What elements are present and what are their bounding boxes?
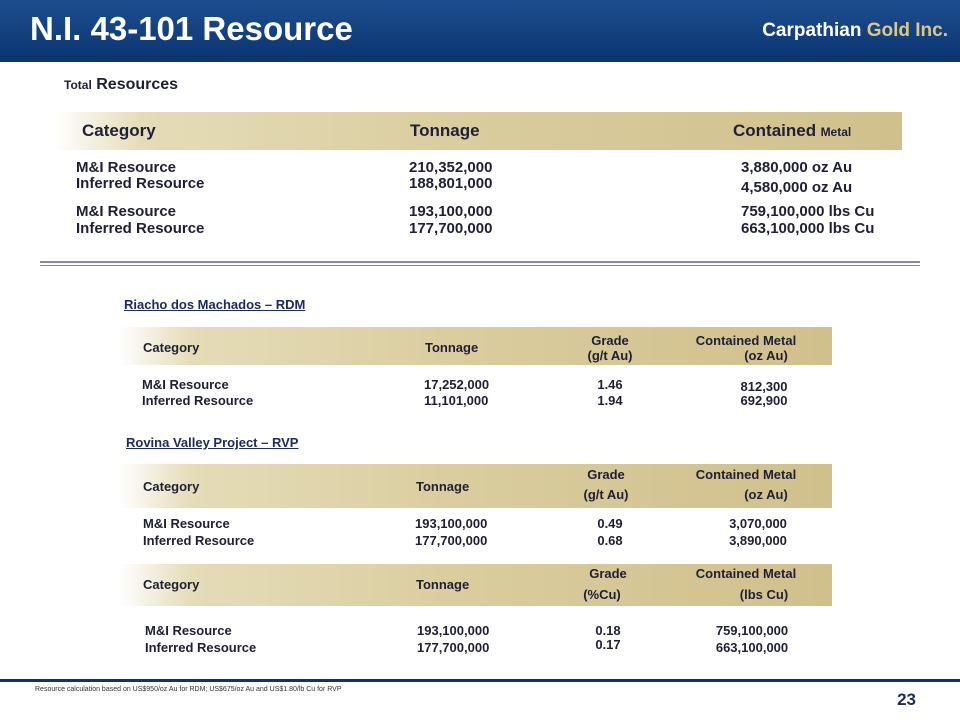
total-row-1-tonnage: 210,352,000 <box>409 159 493 176</box>
rvp-gold-row-2-tonnage: 177,700,000 <box>415 533 488 548</box>
rvp-copper-row-2-category: Inferred Resource <box>145 640 257 655</box>
total-row-1-category: M&I Resource <box>76 159 177 176</box>
rvp-copper-row-1-grade: 0.18 <box>595 623 621 638</box>
rdm-col-tonnage: Tonnage <box>425 340 479 355</box>
rvp-gold-col-tonnage: Tonnage <box>416 479 470 494</box>
total-row-4-category: Inferred Resource <box>76 220 205 237</box>
rdm-row-1-metal: 812,300 <box>740 379 788 394</box>
rvp-gold-col-grade-unit: (g/t Au) <box>583 487 629 502</box>
rvp-copper-col-metal: Contained Metal <box>695 566 797 581</box>
rdm-col-metal: Contained Metal <box>695 333 797 348</box>
rvp-copper-row-2-metal: 663,100,000 <box>715 640 789 655</box>
rdm-col-grade-unit: (g/t Au) <box>587 348 633 363</box>
footer-line <box>0 679 960 682</box>
company-brand <box>762 20 948 42</box>
rvp-gold-row-1-category: M&I Resource <box>143 516 230 531</box>
rvp-copper-row-2-grade: 0.17 <box>595 637 621 652</box>
rvp-gold-row-1-grade: 0.49 <box>597 516 623 531</box>
rvp-copper-col-grade: Grade <box>589 566 627 581</box>
rvp-gold-row-2-metal: 3,890,000 <box>729 533 787 548</box>
rvp-copper-row-1-category: M&I Resource <box>145 623 232 638</box>
rdm-col-grade: Grade <box>591 333 629 348</box>
total-row-2-tonnage: 188,801,000 <box>409 175 493 192</box>
rvp-gold-row-2-category: Inferred Resource <box>143 533 255 548</box>
total-col-tonnage: Tonnage <box>410 121 480 140</box>
total-heading <box>64 76 178 94</box>
total-row-4-tonnage: 177,700,000 <box>409 220 493 237</box>
total-heading-prefix: Total <box>64 78 92 92</box>
slide-title: N.I. 43-101 Resource <box>30 10 353 47</box>
rvp-gold-row-1-metal: 3,070,000 <box>729 516 787 531</box>
total-row-2-metal: 4,580,000 oz Au <box>741 179 853 196</box>
rdm-row-1-category: M&I Resource <box>142 377 229 392</box>
rdm-row-1-grade: 1.46 <box>597 377 623 392</box>
rdm-row-1-tonnage: 17,252,000 <box>424 377 490 392</box>
rvp-gold-col-category: Category <box>143 479 200 494</box>
total-row-4-metal: 663,100,000 lbs Cu <box>741 220 875 237</box>
page-number: 23 <box>897 690 916 709</box>
rvp-gold-row-2-grade: 0.68 <box>597 533 623 548</box>
rvp-copper-row-1-metal: 759,100,000 <box>715 623 789 638</box>
total-row-2-category: Inferred Resource <box>76 175 205 192</box>
rdm-col-metal-unit: (oz Au) <box>744 348 788 363</box>
footnote: Resource calculation based on US$950/oz Au for RDM; US$675/oz Au and US$1.80/lb Cu for RVP <box>35 686 342 693</box>
rvp-copper-col-tonnage: Tonnage <box>416 577 470 592</box>
total-row-1-metal: 3,880,000 oz Au <box>741 159 853 176</box>
rvp-gold-col-grade: Grade <box>587 467 625 482</box>
rvp-gold-row-1-tonnage: 193,100,000 <box>415 516 488 531</box>
rvp-gold-col-metal-unit: (oz Au) <box>744 487 788 502</box>
rvp-copper-col-metal-unit: (lbs Cu) <box>739 587 789 602</box>
rvp-copper-row-1-tonnage: 193,100,000 <box>417 623 490 638</box>
total-col-metal-suffix: Metal <box>820 125 852 139</box>
section-divider-bottom <box>40 265 920 266</box>
brand-primary: Carpathian <box>762 20 862 41</box>
rvp-copper-col-category: Category <box>143 577 200 592</box>
rvp-copper-col-grade-unit: (%Cu) <box>583 587 621 602</box>
total-col-metal <box>733 121 851 141</box>
rdm-row-2-metal: 692,900 <box>740 393 788 408</box>
rvp-gold-col-metal: Contained Metal <box>695 467 797 482</box>
rdm-row-2-category: Inferred Resource <box>142 393 254 408</box>
section-divider-top <box>40 261 920 263</box>
total-row-3-metal: 759,100,000 lbs Cu <box>741 203 875 220</box>
rdm-section-title: Riacho dos Machados – RDM <box>124 297 306 312</box>
total-row-3-tonnage: 193,100,000 <box>409 203 493 220</box>
rvp-section-title: Rovina Valley Project – RVP <box>126 435 299 450</box>
total-heading-main: Resources <box>96 76 179 93</box>
brand-secondary: Gold Inc. <box>866 20 948 41</box>
total-col-metal-main: Contained <box>733 121 817 140</box>
rdm-row-2-tonnage: 11,101,000 <box>424 393 489 408</box>
rdm-row-2-grade: 1.94 <box>597 393 623 408</box>
total-col-category: Category <box>82 121 156 140</box>
rvp-copper-row-2-tonnage: 177,700,000 <box>417 640 490 655</box>
rdm-col-category: Category <box>143 340 200 355</box>
total-row-3-category: M&I Resource <box>76 203 177 220</box>
